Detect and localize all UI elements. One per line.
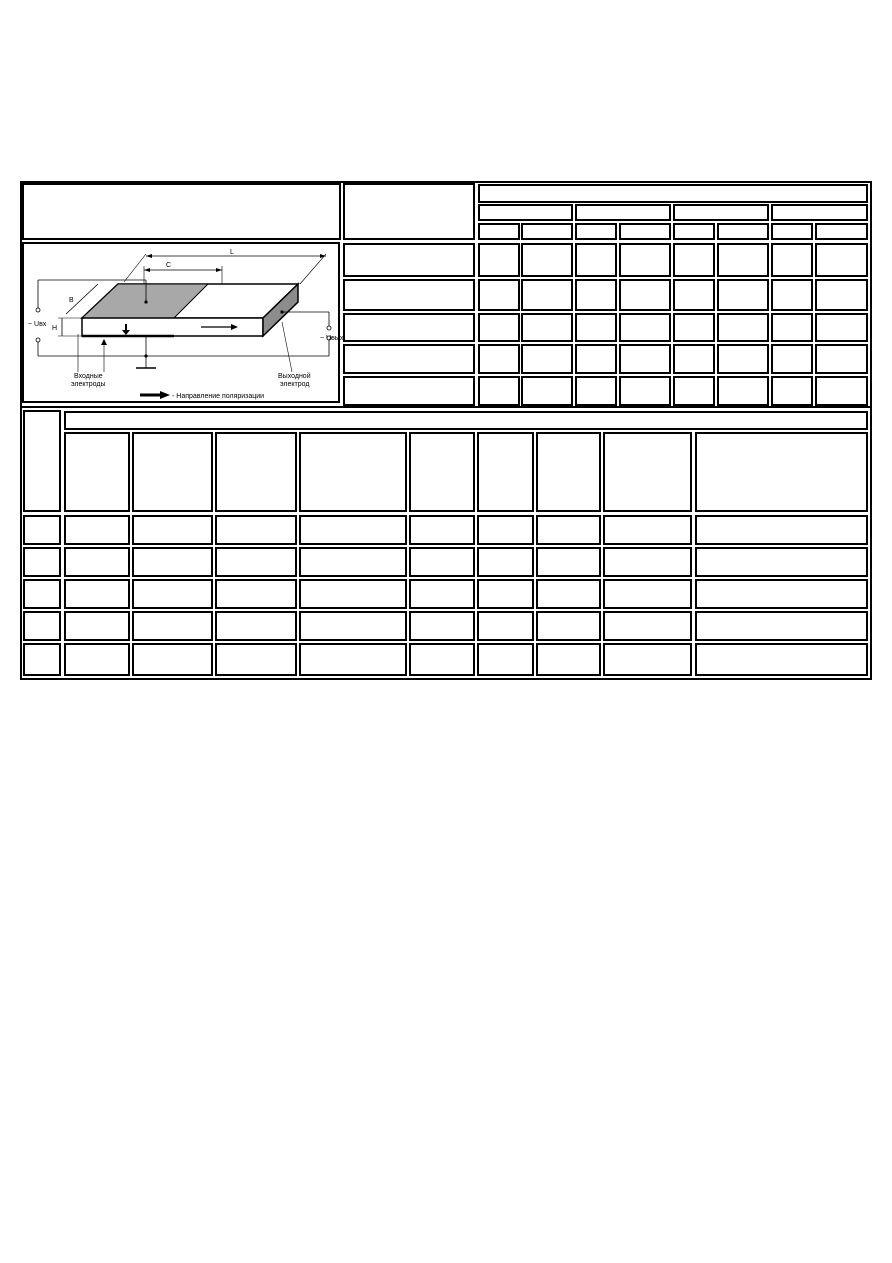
table-cell (695, 643, 868, 676)
param-value-cell (478, 376, 520, 406)
param-value-cell (575, 279, 617, 311)
table-cell (477, 579, 534, 609)
table-cell (132, 643, 213, 676)
param-row-label (343, 344, 475, 374)
table-cell (603, 579, 692, 609)
table-cell (477, 643, 534, 676)
column-header-3 (215, 432, 297, 512)
table-cell (215, 515, 297, 545)
param-value-cell (619, 313, 671, 342)
param-value-cell (717, 376, 769, 406)
bottom-index-header (23, 410, 61, 512)
table-cell (603, 515, 692, 545)
param-value-cell (619, 243, 671, 277)
param-value-cell (717, 243, 769, 277)
header-subcol-5 (673, 223, 715, 240)
header-subgroup-4 (771, 204, 868, 221)
table-cell (477, 547, 534, 577)
param-value-cell (521, 313, 573, 342)
row-index-cell (23, 547, 61, 577)
header-param-cell (343, 183, 475, 240)
param-value-cell (478, 279, 520, 311)
param-value-cell (575, 313, 617, 342)
param-value-cell (771, 344, 813, 374)
table-cell (409, 547, 475, 577)
diagram-svg (24, 244, 344, 401)
row-index-cell (23, 643, 61, 676)
header-subgroup-1 (478, 204, 573, 221)
param-row-label (343, 376, 475, 406)
param-value-cell (673, 344, 715, 374)
table-cell (536, 643, 601, 676)
param-value-cell (478, 313, 520, 342)
row-index-cell (23, 515, 61, 545)
param-value-cell (771, 243, 813, 277)
output-voltage-label: ~ Uвых (320, 335, 344, 342)
column-header-1 (64, 432, 130, 512)
param-value-cell (771, 376, 813, 406)
input-electrodes-label-2: электроды (71, 381, 106, 388)
table-cell (132, 611, 213, 641)
param-value-cell (673, 376, 715, 406)
table-cell (695, 611, 868, 641)
table-cell (299, 643, 407, 676)
param-value-cell (771, 279, 813, 311)
param-value-cell (521, 279, 573, 311)
param-value-cell (478, 344, 520, 374)
column-header-5 (409, 432, 475, 512)
output-electrode-label-2: электрод (280, 381, 310, 388)
table-cell (536, 579, 601, 609)
output-electrode-label-1: Выходной (278, 373, 311, 380)
table-cell (409, 579, 475, 609)
column-header-6 (477, 432, 534, 512)
table-cell (477, 515, 534, 545)
input-voltage-label: ~ Uвх (28, 321, 47, 328)
table-cell (409, 611, 475, 641)
param-value-cell (575, 376, 617, 406)
param-value-cell (815, 344, 868, 374)
header-subcol-2 (521, 223, 573, 240)
header-subgroup-2 (575, 204, 671, 221)
dim-h-label: H (52, 325, 58, 332)
table-cell (132, 579, 213, 609)
param-value-cell (619, 376, 671, 406)
header-subcol-7 (771, 223, 813, 240)
table-cell (215, 547, 297, 577)
param-value-cell (673, 243, 715, 277)
header-subcol-8 (815, 223, 868, 240)
column-header-9 (695, 432, 868, 512)
header-subcol-3 (575, 223, 617, 240)
table-cell (695, 579, 868, 609)
header-title-cell (22, 183, 341, 240)
section-divider (20, 406, 872, 408)
table-cell (132, 515, 213, 545)
param-value-cell (575, 344, 617, 374)
table-cell (132, 547, 213, 577)
param-value-cell (478, 243, 520, 277)
input-electrodes-label-1: Входные (74, 373, 103, 380)
param-value-cell (815, 313, 868, 342)
table-cell (603, 611, 692, 641)
param-value-cell (771, 313, 813, 342)
param-value-cell (717, 279, 769, 311)
table-cell (64, 547, 130, 577)
param-value-cell (521, 243, 573, 277)
param-value-cell (717, 313, 769, 342)
polarization-legend: - Направление поляризации (172, 393, 265, 400)
table-cell (64, 579, 130, 609)
param-value-cell (815, 243, 868, 277)
header-subcol-6 (717, 223, 769, 240)
table-cell (215, 611, 297, 641)
table-cell (299, 611, 407, 641)
dim-b-label: B (69, 297, 74, 304)
header-subgroup-3 (673, 204, 769, 221)
table-cell (603, 547, 692, 577)
param-value-cell (521, 376, 573, 406)
table-cell (409, 515, 475, 545)
param-value-cell (815, 376, 868, 406)
table-cell (409, 643, 475, 676)
table-cell (695, 547, 868, 577)
param-value-cell (619, 344, 671, 374)
table-cell (695, 515, 868, 545)
piezo-transformer-diagram (22, 242, 344, 403)
table-cell (536, 611, 601, 641)
table-cell (603, 643, 692, 676)
param-value-cell (619, 279, 671, 311)
param-value-cell (815, 279, 868, 311)
dim-l-label: L (230, 249, 234, 256)
table-cell (64, 611, 130, 641)
param-value-cell (575, 243, 617, 277)
table-cell (299, 579, 407, 609)
param-value-cell (717, 344, 769, 374)
table-cell (64, 515, 130, 545)
table-cell (299, 547, 407, 577)
column-header-2 (132, 432, 213, 512)
header-group-cell (478, 184, 868, 203)
param-value-cell (521, 344, 573, 374)
table-cell (299, 515, 407, 545)
param-row-label (343, 279, 475, 311)
table-cell (536, 547, 601, 577)
header-subcol-1 (478, 223, 520, 240)
column-header-4 (299, 432, 407, 512)
column-header-8 (603, 432, 692, 512)
header-subcol-4 (619, 223, 671, 240)
table-cell (64, 643, 130, 676)
table-cell (215, 643, 297, 676)
row-index-cell (23, 611, 61, 641)
bottom-group-header (64, 411, 868, 430)
table-cell (477, 611, 534, 641)
param-value-cell (673, 313, 715, 342)
table-cell (536, 515, 601, 545)
dim-c-label: C (166, 262, 172, 269)
param-row-label (343, 243, 475, 277)
row-index-cell (23, 579, 61, 609)
column-header-7 (536, 432, 601, 512)
table-cell (215, 579, 297, 609)
param-value-cell (673, 279, 715, 311)
param-row-label (343, 313, 475, 342)
